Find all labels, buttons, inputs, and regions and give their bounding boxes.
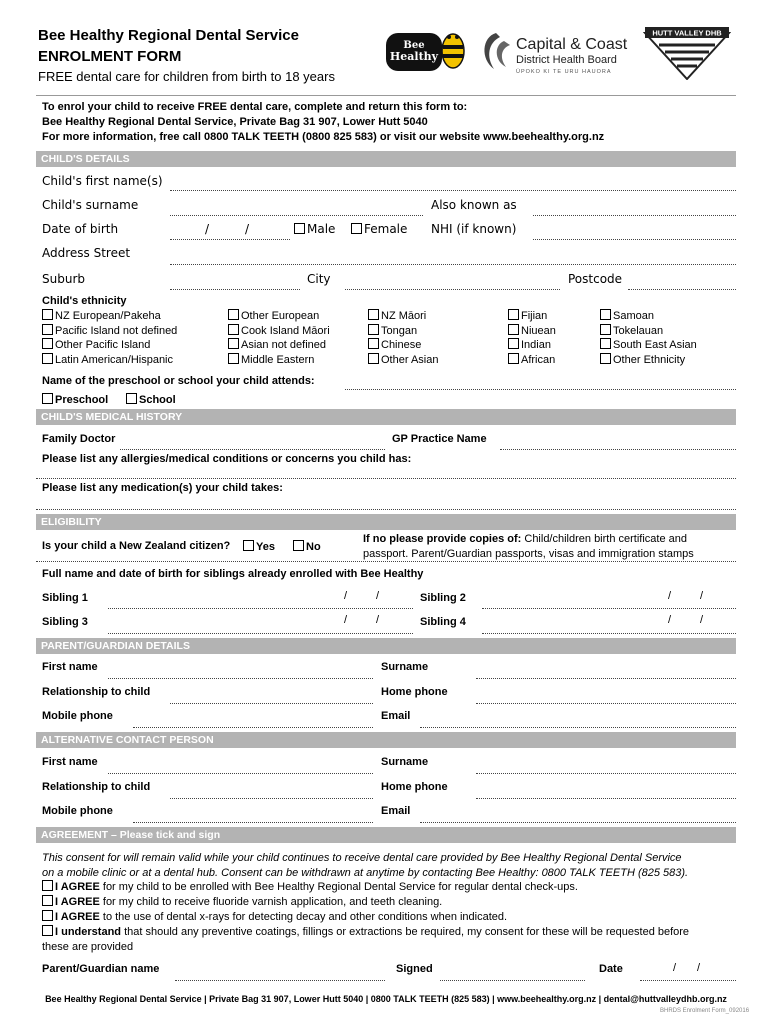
intro-line-2: Bee Healthy Regional Dental Service, Private Bag 31 907, Lower Hutt 5040 — [42, 116, 428, 128]
sibling-3-slash-1: / — [344, 614, 348, 626]
surname-label: Child's surname — [42, 198, 139, 212]
agree-checkbox[interactable] — [42, 895, 53, 906]
alt-email-field[interactable] — [420, 822, 736, 823]
gp-practice-label: GP Practice Name — [392, 433, 487, 445]
sibling-1-field[interactable] — [108, 608, 413, 609]
ethnicity-checkbox[interactable] — [368, 353, 379, 364]
parent-home-phone-field[interactable] — [476, 703, 736, 704]
agree-bold: I understand — [55, 926, 122, 938]
intro-line-3: For more information, free call 0800 TALK TEETH (0800 825 583) or visit our website www.beehealthy.org.nz — [42, 131, 605, 143]
section-childs-details: CHILD'S DETAILS — [36, 151, 736, 167]
school-field[interactable] — [345, 389, 736, 390]
allergies-label: Please list any allergies/medical conditions or concerns you child has: — [42, 453, 412, 465]
dob-slash-1: / — [205, 222, 210, 236]
suburb-label: Suburb — [42, 272, 85, 286]
ethnicity-col-3 — [368, 309, 438, 367]
sibling-4-slash-2: / — [700, 614, 704, 626]
parent-mobile-field[interactable] — [133, 727, 373, 728]
ethnicity-option[interactable] — [42, 338, 177, 353]
ethnicity-checkbox[interactable] — [508, 309, 519, 320]
alt-mobile-label: Mobile phone — [42, 805, 113, 817]
ethnicity-label: Fijian — [521, 310, 548, 322]
sibling-2-slash-1: / — [668, 590, 672, 602]
form-title: Bee Healthy Regional Dental Service — [38, 27, 299, 44]
alt-surname-label: Surname — [381, 756, 429, 768]
ethnicity-label: Samoan — [613, 310, 654, 322]
ethnicity-option[interactable] — [600, 338, 697, 353]
parent-relationship-field[interactable] — [170, 703, 373, 704]
ethnicity-checkbox[interactable] — [42, 309, 53, 320]
address-field[interactable] — [170, 264, 736, 265]
ethnicity-label: Other European — [241, 310, 320, 322]
ethnicity-checkbox[interactable] — [600, 324, 611, 335]
alt-relationship-field[interactable] — [170, 798, 373, 799]
bee-logo-text: Bee — [403, 40, 425, 51]
no-checkbox[interactable] — [293, 540, 304, 551]
sibling-3-field[interactable] — [108, 633, 413, 634]
form-tagline: FREE dental care for children from birth to 18 years — [38, 69, 335, 84]
eligibility-divider — [36, 561, 736, 562]
ethnicity-label: Cook Island Māori — [241, 324, 330, 337]
capital-coast-logo — [476, 27, 636, 77]
parent-first-name-label: First name — [42, 661, 98, 673]
allergies-field[interactable] — [36, 478, 736, 479]
ethnicity-label: Pacific Island not defined — [55, 324, 178, 337]
also-known-as-field[interactable] — [533, 215, 736, 216]
family-doctor-field[interactable] — [120, 449, 385, 450]
sibling-2-slash-2: / — [700, 590, 704, 602]
sibling-3-slash-2: / — [376, 614, 380, 626]
ethnicity-checkbox[interactable] — [368, 338, 379, 349]
healthy-logo-text: Healthy — [389, 50, 439, 63]
section-agreement: AGREEMENT – Please tick and sign — [36, 827, 736, 843]
hv-text: HUTT VALLEY DHB — [652, 28, 722, 38]
cc-sub: District Health Board — [516, 54, 617, 66]
ethnicity-col-4 — [508, 309, 556, 367]
ethnicity-checkbox[interactable] — [42, 338, 53, 349]
if-no-note — [363, 532, 738, 562]
date-slash-1: / — [673, 962, 677, 974]
consent-line-1: This consent for will remain valid while your child continues to receive dental care provided by Bee Healthy Regional Dental Service — [42, 852, 682, 864]
agree-item[interactable] — [42, 880, 737, 895]
ethnicity-heading: Child's ethnicity — [42, 295, 127, 307]
postcode-field[interactable] — [628, 289, 736, 290]
if-no-text-2: passport. Parent/Guardian passports, visas and immigration stamps — [363, 548, 694, 560]
school-checkbox[interactable] — [126, 393, 137, 404]
ethnicity-label: Tokelauan — [613, 324, 664, 337]
agree-text: to the use of dental x-rays for detecting decay and other conditions when indicated. — [99, 911, 508, 923]
alt-first-name-field[interactable] — [108, 773, 373, 774]
sibling-2-label: Sibling 2 — [420, 592, 466, 604]
ethnicity-label: NZ Māori — [381, 310, 427, 322]
ethnicity-option[interactable] — [508, 324, 556, 339]
ethnicity-checkbox[interactable] — [368, 324, 379, 335]
ethnicity-label: Tongan — [381, 324, 418, 337]
ethnicity-option[interactable] — [368, 324, 438, 339]
ethnicity-option[interactable] — [508, 353, 556, 368]
ethnicity-checkbox[interactable] — [368, 309, 379, 320]
ethnicity-label: Other Asian — [381, 353, 439, 366]
agree-checkbox[interactable] — [42, 910, 53, 921]
ethnicity-option[interactable] — [368, 309, 438, 324]
ethnicity-option[interactable] — [228, 309, 330, 324]
no-label: No — [306, 541, 321, 553]
male-checkbox[interactable] — [294, 223, 305, 234]
ethnicity-col-2 — [228, 309, 330, 367]
ethnicity-label: Chinese — [381, 339, 422, 351]
ethnicity-checkbox[interactable] — [508, 324, 519, 335]
ethnicity-option[interactable] — [42, 324, 177, 339]
ethnicity-label: Other Pacific Island — [55, 339, 151, 351]
dob-slash-2: / — [245, 222, 250, 236]
agree-checkbox[interactable] — [42, 925, 53, 936]
agree-text: that should any preventive coatings, fillings or extractions be required, my consent for these will be requested before — [121, 926, 690, 938]
female-label: Female — [364, 222, 408, 236]
ethnicity-label: South East Asian — [613, 339, 697, 351]
parent-name-label: Parent/Guardian name — [42, 963, 160, 975]
ethnicity-option[interactable] — [228, 324, 330, 339]
signature-field[interactable] — [440, 980, 585, 981]
date-field[interactable] — [640, 980, 736, 981]
nhi-field[interactable] — [533, 239, 736, 240]
parent-first-name-field[interactable] — [108, 678, 373, 679]
school-question: Name of the preschool or school your child attends: — [42, 375, 315, 387]
alt-surname-field[interactable] — [476, 773, 736, 774]
ethnicity-option[interactable] — [600, 309, 697, 324]
ethnicity-checkbox[interactable] — [600, 309, 611, 320]
male-label: Male — [307, 222, 336, 236]
ethnicity-label: Indian — [521, 339, 551, 351]
siblings-heading: Full name and date of birth for siblings already enrolled with Bee Healthy — [42, 568, 424, 580]
gp-practice-field[interactable] — [500, 449, 736, 450]
parent-name-field[interactable] — [175, 980, 385, 981]
bee-healthy-logo — [385, 27, 467, 77]
consent-line-2: on a mobile clinic or at a dental hub. Consent can be withdrawn at anytime by contacting Bee Healthy: 0800 TALK TEETH (825 583). — [42, 867, 689, 879]
city-field[interactable] — [345, 289, 560, 290]
ethnicity-checkbox[interactable] — [600, 353, 611, 364]
agree-bold: I AGREE — [55, 911, 100, 923]
alt-relationship-label: Relationship to child — [42, 781, 151, 793]
suburb-field[interactable] — [170, 289, 300, 290]
sibling-1-label: Sibling 1 — [42, 592, 88, 604]
form-code: BHRDS Enrolment Form_092016 — [660, 1008, 750, 1014]
ethnicity-option[interactable] — [600, 324, 697, 339]
if-no-bold: If no please provide copies of: — [363, 533, 522, 545]
female-checkbox[interactable] — [351, 223, 362, 234]
section-eligibility: ELIGIBILITY — [36, 514, 736, 530]
medications-field[interactable] — [36, 509, 736, 510]
alt-first-name-label: First name — [42, 756, 98, 768]
citizen-yes-option[interactable] — [243, 540, 275, 553]
sibling-2-field[interactable] — [482, 608, 736, 609]
female-option[interactable] — [351, 222, 407, 236]
address-label: Address Street — [42, 246, 131, 260]
cc-title: Capital & Coast — [516, 36, 628, 53]
parent-email-field[interactable] — [420, 727, 736, 728]
agree-text: for my child to receive fluoride varnish application, and teeth cleaning. — [99, 896, 443, 908]
ethnicity-checkbox[interactable] — [42, 324, 53, 335]
section-medical-history: CHILD'S MEDICAL HISTORY — [36, 409, 736, 425]
alt-home-phone-field[interactable] — [476, 798, 736, 799]
consent-text — [42, 851, 737, 881]
yes-label: Yes — [256, 541, 275, 553]
medications-label: Please list any medication(s) your child takes: — [42, 482, 283, 494]
citizen-question: Is your child a New Zealand citizen? — [42, 540, 231, 552]
postcode-label: Postcode — [568, 272, 623, 286]
ethnicity-option[interactable] — [508, 309, 556, 324]
sibling-1-slash-2: / — [376, 590, 380, 602]
also-known-as-label: Also known as — [431, 198, 517, 212]
ethnicity-checkbox[interactable] — [228, 324, 239, 335]
header-divider — [36, 95, 736, 96]
agree-item[interactable] — [42, 910, 737, 925]
date-slash-2: / — [697, 962, 701, 974]
preschool-label: Preschool — [55, 394, 109, 406]
alt-home-phone-label: Home phone — [381, 781, 448, 793]
dob-label: Date of birth — [42, 222, 119, 236]
intro-line-1: To enrol your child to receive FREE dental care, complete and return this form to: — [42, 101, 468, 113]
ethnicity-checkbox[interactable] — [508, 353, 519, 364]
date-label: Date — [599, 963, 623, 975]
agree-item[interactable] — [42, 895, 737, 910]
first-names-label: Child's first name(s) — [42, 174, 163, 188]
citizen-no-option[interactable] — [293, 540, 321, 553]
surname-field[interactable] — [170, 215, 423, 216]
ethnicity-option[interactable] — [42, 353, 177, 368]
agree-checkbox[interactable] — [42, 880, 53, 891]
form-subtitle: ENROLMENT FORM — [38, 48, 182, 65]
preschool-checkbox[interactable] — [42, 393, 53, 404]
ethnicity-option[interactable] — [228, 338, 330, 353]
hutt-valley-logo — [643, 25, 731, 80]
ethnicity-col-1 — [42, 309, 177, 367]
footer-contact: Bee Healthy Regional Dental Service | Private Bag 31 907, Lower Hutt 5040 | 0800 TALK TEETH (825 583) | www.beehealthy.org.nz | dental@huttvalleydhb.org.nz — [45, 994, 727, 1004]
cc-maori: ŪPOKO KI TE URU HAUORA — [516, 69, 612, 75]
parent-surname-field[interactable] — [476, 678, 736, 679]
ethnicity-checkbox[interactable] — [228, 338, 239, 349]
ethnicity-option[interactable] — [600, 353, 697, 368]
agree-bold: I AGREE — [55, 896, 100, 908]
city-label: City — [307, 272, 331, 286]
nhi-label: NHI (if known) — [431, 222, 517, 236]
ethnicity-label: Other Ethnicity — [613, 353, 686, 366]
school-label: School — [139, 394, 176, 406]
sibling-1-slash-1: / — [344, 590, 348, 602]
ethnicity-checkbox[interactable] — [508, 338, 519, 349]
ethnicity-col-5 — [600, 309, 697, 367]
parent-surname-label: Surname — [381, 661, 429, 673]
parent-email-label: Email — [381, 710, 411, 722]
ethnicity-option[interactable] — [368, 353, 438, 368]
ethnicity-checkbox[interactable] — [228, 353, 239, 364]
ethnicity-label: Latin American/Hispanic — [55, 353, 174, 366]
alt-email-label: Email — [381, 805, 411, 817]
ethnicity-checkbox[interactable] — [42, 353, 53, 364]
ethnicity-option[interactable] — [228, 353, 330, 368]
signed-label: Signed — [396, 963, 433, 975]
dob-field[interactable] — [170, 239, 290, 240]
family-doctor-label: Family Doctor — [42, 433, 116, 445]
section-parent-guardian: PARENT/GUARDIAN DETAILS — [36, 638, 736, 654]
sibling-4-label: Sibling 4 — [420, 616, 466, 628]
sibling-3-label: Sibling 3 — [42, 616, 88, 628]
agreement-list — [42, 880, 737, 955]
male-option[interactable] — [294, 222, 335, 236]
ethnicity-option[interactable] — [368, 338, 438, 353]
ethnicity-option[interactable] — [508, 338, 556, 353]
parent-home-phone-label: Home phone — [381, 686, 448, 698]
ethnicity-label: NZ European/Pakeha — [55, 310, 161, 322]
yes-checkbox[interactable] — [243, 540, 254, 551]
ethnicity-checkbox[interactable] — [228, 309, 239, 320]
parent-relationship-label: Relationship to child — [42, 686, 151, 698]
ethnicity-label: Middle Eastern — [241, 353, 315, 366]
agree-bold: I AGREE — [55, 881, 100, 893]
agree-text: for my child to be enrolled with Bee Healthy Regional Dental Service for regular dental check-ups. — [99, 881, 578, 893]
section-alternative-contact: ALTERNATIVE CONTACT PERSON — [36, 732, 736, 748]
ethnicity-checkbox[interactable] — [600, 338, 611, 349]
agree-item[interactable] — [42, 925, 737, 940]
sibling-4-slash-1: / — [668, 614, 672, 626]
ethnicity-label: African — [521, 353, 556, 366]
if-no-text-1: Child/children birth certificate and — [521, 533, 688, 545]
agree-item-4-continued: these are provided — [42, 941, 134, 953]
school-option[interactable] — [126, 393, 176, 406]
preschool-option[interactable] — [42, 393, 108, 406]
first-names-field[interactable] — [170, 190, 736, 191]
ethnicity-label: Niuean — [521, 324, 556, 337]
parent-mobile-label: Mobile phone — [42, 710, 113, 722]
ethnicity-label: Asian not defined — [241, 339, 327, 351]
sibling-4-field[interactable] — [482, 633, 736, 634]
alt-mobile-field[interactable] — [133, 822, 373, 823]
ethnicity-option[interactable] — [42, 309, 177, 324]
